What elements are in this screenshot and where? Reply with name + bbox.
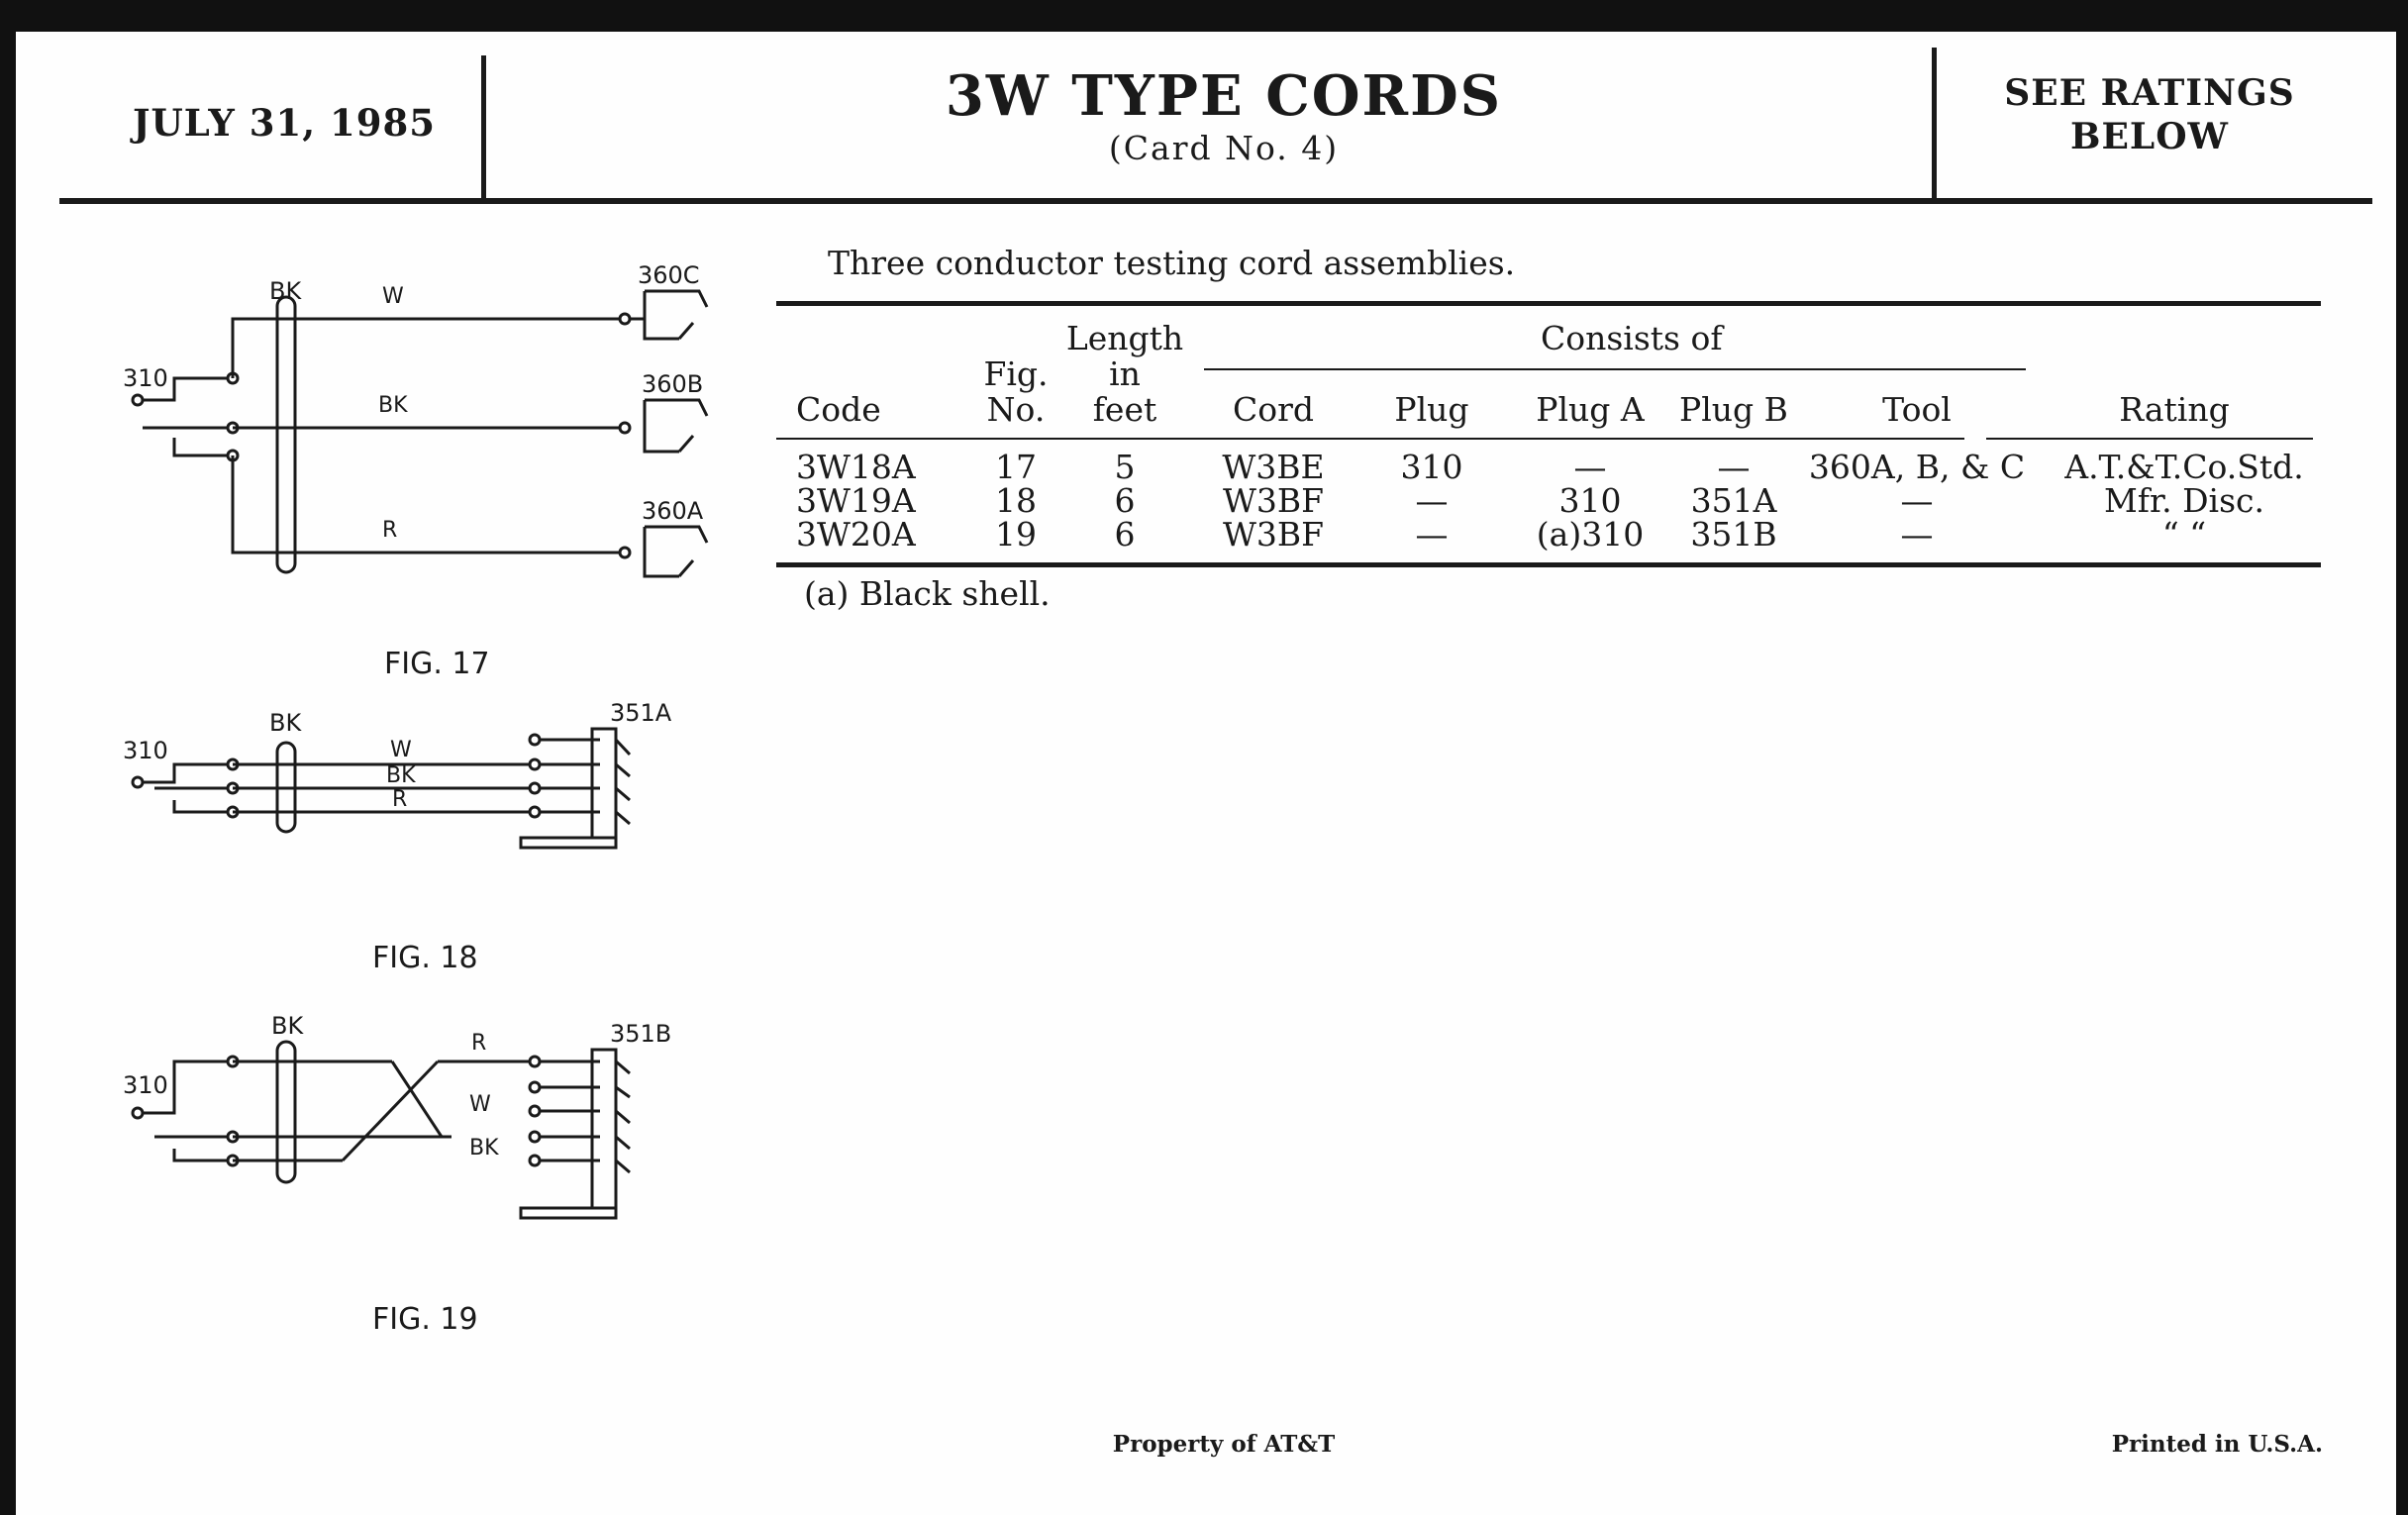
cell-plug-b: — (1717, 448, 1751, 486)
cell-plug: — (1415, 481, 1449, 520)
cell-cord: W3BF (1222, 515, 1325, 554)
cell-plug-a: (a)310 (1536, 515, 1645, 554)
header-tool: Tool (1882, 390, 1952, 429)
cell-plug-a: 310 (1558, 481, 1622, 520)
fig17-terminal-360b: 360B (642, 370, 704, 398)
ratings-note (1966, 71, 2333, 158)
cell-code: 3W18A (796, 448, 916, 486)
cell-plug-b: 351B (1690, 515, 1777, 554)
header-bottom-rule-left (776, 438, 1964, 440)
cell-length: 6 (1114, 481, 1136, 520)
index-card (16, 32, 2396, 1515)
fig18-terminal-351a: 351A (610, 699, 672, 727)
cell-fig: 18 (995, 481, 1037, 520)
fig18-sheath-label: BK (269, 709, 302, 737)
table-footnote: (a) Black shell. (804, 574, 1051, 613)
cell-rating: “ “ (2161, 515, 2207, 554)
header-fig-2: No. (986, 390, 1046, 429)
header-fig-1: Fig. (983, 354, 1049, 393)
card-subtitle: (Card No. 4) (1108, 129, 1340, 167)
figure-19-diagram (95, 1002, 749, 1349)
footer-property: Property of AT&T (1112, 1431, 1336, 1458)
figure-18-diagram (95, 665, 749, 992)
cell-tool: 360A, B, & C (1808, 448, 2026, 486)
fig18-caption: FIG. 18 (372, 941, 478, 975)
cell-fig: 17 (995, 448, 1037, 486)
intro-text: Three conductor testing cord assemblies. (828, 244, 1516, 282)
fig17-terminal-360a: 360A (642, 497, 704, 525)
header-length-3: feet (1092, 390, 1157, 429)
fig19-terminal-351b: 351B (610, 1020, 672, 1048)
table-bottom-rule (776, 562, 2321, 567)
fig17-wire-w: W (382, 284, 404, 309)
fig19-sheath-label: BK (271, 1012, 304, 1040)
group-header-rule (1204, 368, 2026, 370)
cell-length: 5 (1114, 448, 1136, 486)
cell-rating: Mfr. Disc. (2103, 481, 2265, 520)
header-rule (59, 198, 2372, 204)
footer-printed: Printed in U.S.A. (2111, 1431, 2323, 1458)
header-divider-right (1932, 48, 1937, 198)
table-top-rule (776, 301, 2321, 306)
fig17-caption: FIG. 17 (384, 647, 490, 675)
fig18-wire-bk: BK (386, 763, 416, 788)
ratings-line-2: BELOW (2070, 116, 2229, 157)
header-cord: Cord (1232, 390, 1315, 429)
group-header-consists: Consists of (1541, 319, 1723, 357)
cell-fig: 19 (995, 515, 1037, 554)
fig18-wire-w: W (390, 738, 412, 762)
header-code: Code (796, 390, 881, 429)
figure-17-diagram (95, 230, 749, 675)
header-divider-left (481, 55, 486, 200)
card-title: 3W TYPE CORDS (945, 63, 1503, 129)
header-plug: Plug (1394, 390, 1469, 429)
fig19-wire-w: W (469, 1092, 491, 1117)
cell-plug: 310 (1400, 448, 1463, 486)
fig19-caption: FIG. 19 (372, 1302, 478, 1337)
fig18-wire-r: R (392, 787, 408, 812)
fig17-wire-bk: BK (378, 393, 408, 418)
header-length-1: Length (1065, 319, 1184, 357)
header-bottom-rule-right (1986, 438, 2313, 440)
card-date: JULY 31, 1985 (133, 101, 436, 145)
header-plug-b: Plug B (1679, 390, 1788, 429)
cell-tool: — (1900, 481, 1934, 520)
fig17-sheath-label: BK (269, 277, 302, 305)
fig17-terminal-360c: 360C (638, 261, 700, 289)
cell-code: 3W20A (796, 515, 916, 554)
cell-tool: — (1900, 515, 1934, 554)
cell-plug-a: — (1573, 448, 1607, 486)
cell-cord: W3BF (1222, 481, 1325, 520)
cell-cord: W3BE (1222, 448, 1325, 486)
fig19-plug-label: 310 (123, 1071, 168, 1099)
header-plug-a: Plug A (1536, 390, 1645, 429)
cell-code: 3W19A (796, 481, 916, 520)
fig17-wire-r: R (382, 518, 398, 543)
fig17-plug-label: 310 (123, 364, 168, 392)
fig18-plug-label: 310 (123, 737, 168, 764)
ratings-line-1: SEE RATINGS (2004, 72, 2295, 114)
header-rating: Rating (2119, 390, 2230, 429)
cell-plug: — (1415, 515, 1449, 554)
cell-rating: A.T.&T.Co.Std. (2064, 448, 2304, 486)
fig19-wire-r: R (471, 1031, 487, 1056)
fig19-wire-bk: BK (469, 1136, 499, 1161)
header-length-2: in (1109, 354, 1141, 393)
cell-plug-b: 351A (1690, 481, 1777, 520)
cell-length: 6 (1114, 515, 1136, 554)
